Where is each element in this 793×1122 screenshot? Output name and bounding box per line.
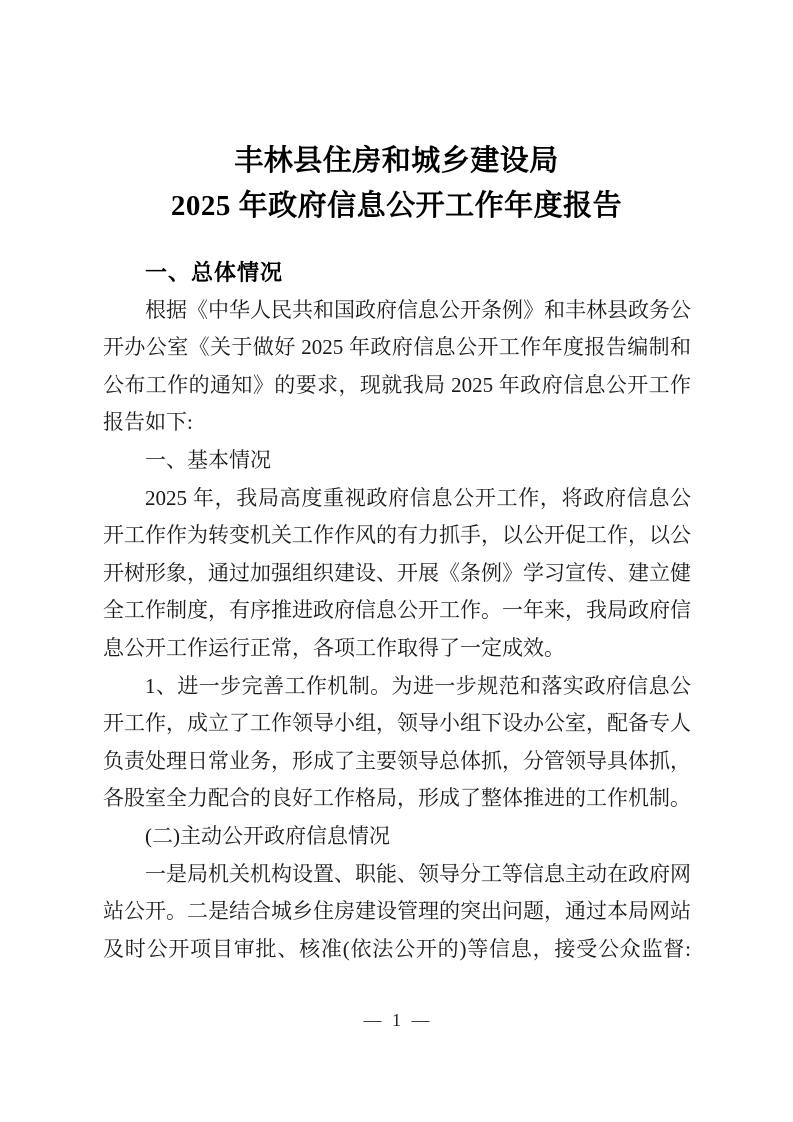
section-heading: 一、总体情况 (145, 260, 284, 285)
document-body (103, 254, 691, 968)
text-line: 1、进一步完善工作机制。为进一步规范和落实政府信息公 (145, 673, 691, 698)
text-line: 开工作作为转变机关工作作风的有力抓手，以公开促工作，以公 (103, 523, 691, 548)
text-line: 一是局机关机构设置、职能、领导分工等信息主动在政府网 (145, 861, 691, 886)
text-line: 报告如下: (103, 410, 193, 435)
document-title (0, 139, 793, 229)
text-line: 开树形象，通过加强组织建设、开展《条例》学习宣传、建立健 (103, 560, 691, 585)
text-line: 各股室全力配合的良好工作格局，形成了整体推进的工作机制。 (103, 786, 691, 811)
text-line: 全工作制度，有序推进政府信息公开工作。一年来，我局政府信 (103, 598, 691, 623)
text-line: 息公开工作运行正常，各项工作取得了一定成效。 (103, 635, 565, 660)
text-line: 公布工作的通知》的要求，现就我局 2025 年政府信息公开工作 (103, 372, 691, 397)
text-line: 站公开。二是结合城乡住房建设管理的突出问题，通过本局网站 (103, 899, 691, 924)
document-title-line-2: 2025 年政府信息公开工作年度报告 (170, 190, 623, 222)
page-number: — 1 — (363, 1010, 430, 1030)
text-line: 负责处理日常业务，形成了主要领导总体抓，分管领导具体抓， (103, 748, 691, 773)
text-line: 根据《中华人民共和国政府信息公开条例》和丰林县政务公 (145, 297, 691, 322)
document-title-line-1: 丰林县住房和城乡建设局 (234, 145, 559, 177)
text-line: 开办公室《关于做好 2025 年政府信息公开工作年度报告编制和 (103, 335, 691, 360)
text-line: 及时公开项目审批、核准(依法公开的)等信息，接受公众监督: (103, 936, 691, 961)
text-line: (二)主动公开政府信息情况 (145, 823, 390, 848)
text-line: 2025 年，我局高度重视政府信息公开工作，将政府信息公 (145, 485, 691, 510)
text-line: 一、基本情况 (145, 447, 271, 472)
text-line: 开工作，成立了工作领导小组，领导小组下设办公室，配备专人 (103, 711, 691, 736)
